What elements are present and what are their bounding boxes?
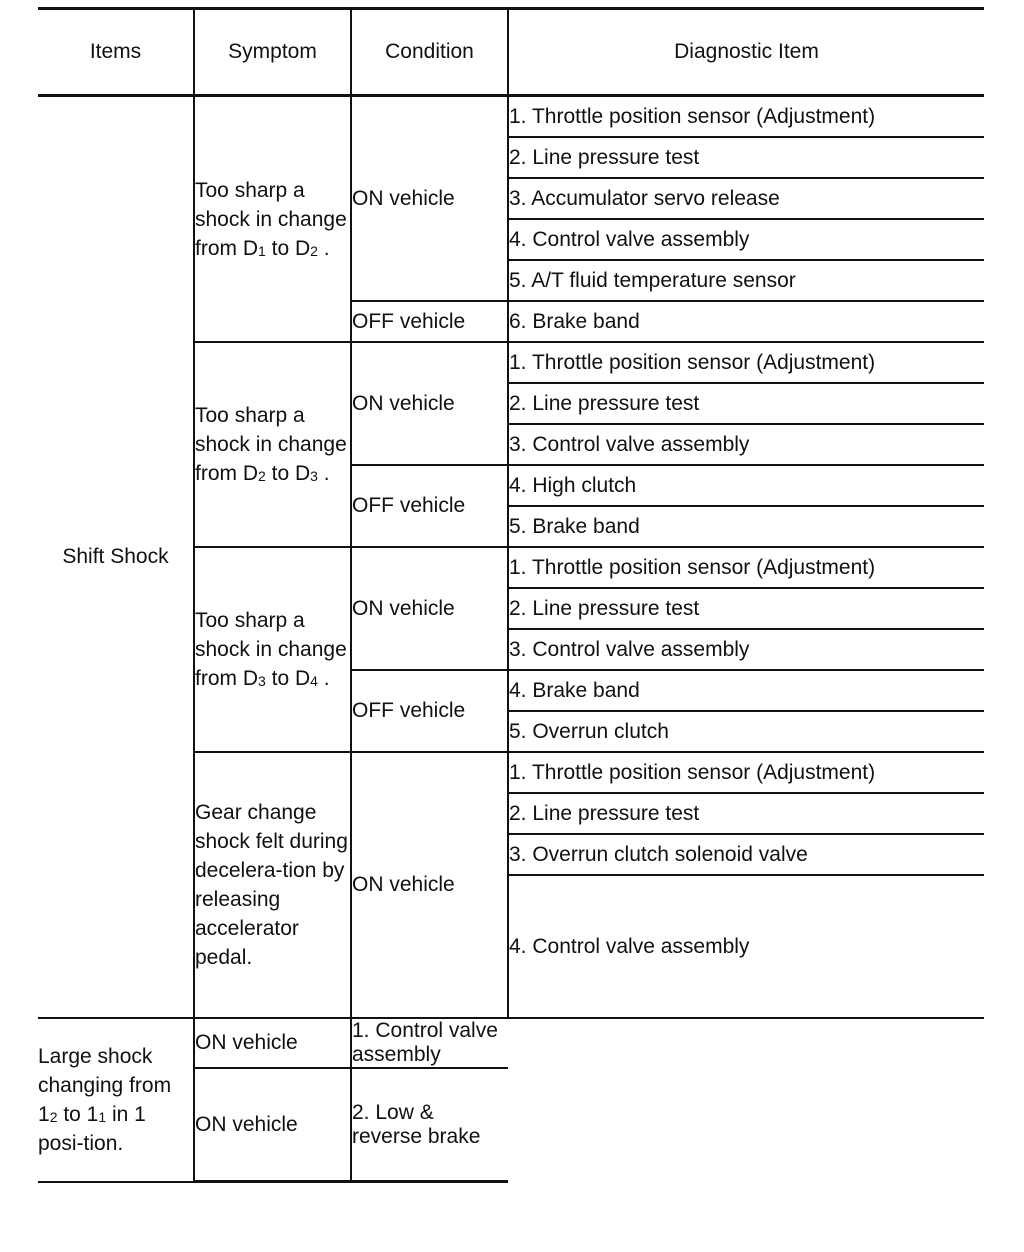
header-symptom: Symptom — [194, 9, 351, 96]
condition-cell: ON vehicle — [194, 1018, 351, 1068]
table-row — [38, 1018, 984, 1068]
diagnostic-item: 1. Throttle position sensor (Adjustment) — [508, 96, 984, 138]
diagnostic-item: 4. Control valve assembly — [508, 219, 984, 260]
condition-cell: OFF vehicle — [351, 670, 508, 752]
symptom-cell: Too sharp a shock in change from $D_1$ to $D_2$ . — [194, 96, 351, 343]
diagnostic-item: 5. Brake band — [508, 506, 984, 547]
diagnostic-item: 1. Throttle position sensor (Adjustment) — [508, 752, 984, 793]
diagnostic-item: 2. Line pressure test — [508, 383, 984, 424]
condition-cell: ON vehicle — [351, 96, 508, 302]
diagnostic-item: 3. Control valve assembly — [508, 629, 984, 670]
diagnostic-item: 2. Line pressure test — [508, 793, 984, 834]
symptom-cell: Too sharp a shock in change from $D_2$ to $D_3$ . — [194, 342, 351, 547]
item-cell: Shift Shock — [38, 96, 194, 1019]
header-items: Items — [38, 9, 194, 96]
diagnostic-item: 4. Control valve assembly — [508, 875, 984, 1018]
diagnostic-item: 5. A/T fluid temperature sensor — [508, 260, 984, 301]
header-condition: Condition — [351, 9, 508, 96]
diagnostic-item: 1. Throttle position sensor (Adjustment) — [508, 547, 984, 588]
diagnostic-item: 1. Control valve assembly — [351, 1018, 508, 1068]
diagnostic-item: 4. High clutch — [508, 465, 984, 506]
condition-cell: ON vehicle — [194, 1068, 351, 1182]
symptom-cell: Gear change shock felt during decelera-tion by releasing accelerator pedal. — [194, 752, 351, 1018]
diagnostic-item: 5. Overrun clutch — [508, 711, 984, 752]
diagnostic-item: 3. Overrun clutch solenoid valve — [508, 834, 984, 875]
condition-cell: OFF vehicle — [351, 301, 508, 342]
diagnostic-item: 2. Line pressure test — [508, 588, 984, 629]
diagnostic-item: 4. Brake band — [508, 670, 984, 711]
table-row — [38, 96, 984, 138]
condition-cell: ON vehicle — [351, 752, 508, 1018]
diagnostic-table — [38, 7, 984, 1183]
condition-cell: ON vehicle — [351, 547, 508, 670]
condition-cell: OFF vehicle — [351, 465, 508, 547]
symptom-cell: Large shock changing from $1_2$ to $1_1$ in 1 posi-tion. — [38, 1018, 194, 1182]
diagnostic-item: 1. Throttle position sensor (Adjustment) — [508, 342, 984, 383]
diagnostic-item: 2. Low & reverse brake — [351, 1068, 508, 1182]
header-diagnostic-item: Diagnostic Item — [508, 9, 984, 96]
diagnostic-item: 3. Control valve assembly — [508, 424, 984, 465]
diagnostic-item: 6. Brake band — [508, 301, 984, 342]
condition-cell: ON vehicle — [351, 342, 508, 465]
header-row — [38, 9, 984, 96]
symptom-cell: Too sharp a shock in change from $D_3$ to $D_4$ . — [194, 547, 351, 752]
diagnostic-item: 3. Accumulator servo release — [508, 178, 984, 219]
diagnostic-item: 2. Line pressure test — [508, 137, 984, 178]
